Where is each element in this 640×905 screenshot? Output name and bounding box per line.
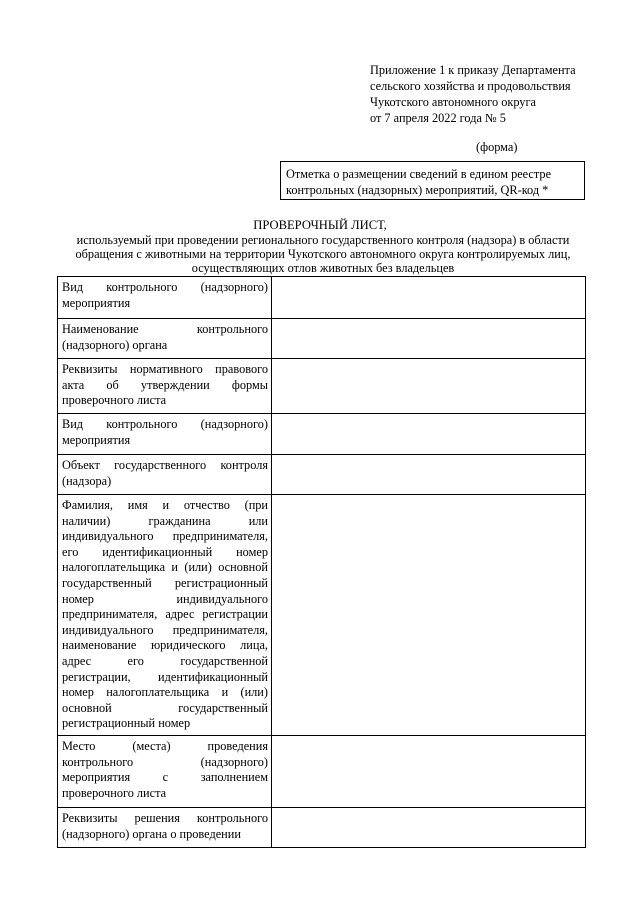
row-value-field[interactable]	[272, 277, 586, 319]
row-value-field[interactable]	[272, 735, 586, 807]
table-row	[58, 735, 586, 807]
row-value-field[interactable]	[272, 359, 586, 414]
row-label: Наименование контрольного (надзорного) органа	[58, 319, 272, 359]
appendix-line: от 7 апреля 2022 года № 5	[370, 111, 506, 125]
table-row	[58, 414, 586, 455]
registry-note-box	[280, 161, 585, 200]
row-label: Фамилия, имя и отчество (при наличии) гражданина или индивидуального предпринимателя, его идентификационный номер налогоплательщика и (или) основной государственный регистрационный номер индивидуального предпринимателя, адрес регистрации индивидуального предпринимателя, наименование юридического лица, адрес его государственной регистрации, идентификационный номер налогоплательщика и (или) основной государственный регистрационный номер	[58, 495, 272, 736]
appendix-header	[370, 62, 576, 126]
row-value-field[interactable]	[272, 495, 586, 736]
document-subtitle: используемый при проведении регионального государственного контроля (надзора) в области обращения с животными на территории Чукотского автономного округа контролируемых лиц, осуществляющих отлов животных без владельцев	[75, 233, 571, 275]
row-label: Реквизиты нормативного правового акта об утверждении формы проверочного листа	[58, 359, 272, 414]
row-label: Вид контрольного (надзорного) мероприятия	[58, 414, 272, 455]
checklist-table	[57, 276, 586, 848]
table-row	[58, 495, 586, 736]
table-row	[58, 807, 586, 847]
table-row	[58, 359, 586, 414]
appendix-line: сельского хозяйства и продовольствия	[370, 79, 571, 93]
registry-note: Отметка о размещении сведений в едином реестре контрольных (надзорных) мероприятий, QR-код *	[286, 167, 552, 197]
row-value-field[interactable]	[272, 455, 586, 495]
row-label: Реквизиты решения контрольного (надзорного) органа о проведении	[58, 807, 272, 847]
table-row	[58, 455, 586, 495]
row-value-field[interactable]	[272, 414, 586, 455]
table-row	[58, 277, 586, 319]
row-label: Место (места) проведения контрольного (надзорного) мероприятия с заполнением проверочного листа	[58, 735, 272, 807]
document-title: ПРОВЕРОЧНЫЙ ЛИСТ,	[253, 218, 387, 232]
form-label: (форма)	[476, 140, 518, 154]
row-value-field[interactable]	[272, 807, 586, 847]
row-value-field[interactable]	[272, 319, 586, 359]
appendix-line: Приложение 1 к приказу Департамента	[370, 63, 576, 77]
row-label: Объект государственного контроля (надзора)	[58, 455, 272, 495]
row-label: Вид контрольного (надзорного) мероприятия	[58, 277, 272, 319]
appendix-line: Чукотского автономного округа	[370, 95, 536, 109]
table-row	[58, 319, 586, 359]
